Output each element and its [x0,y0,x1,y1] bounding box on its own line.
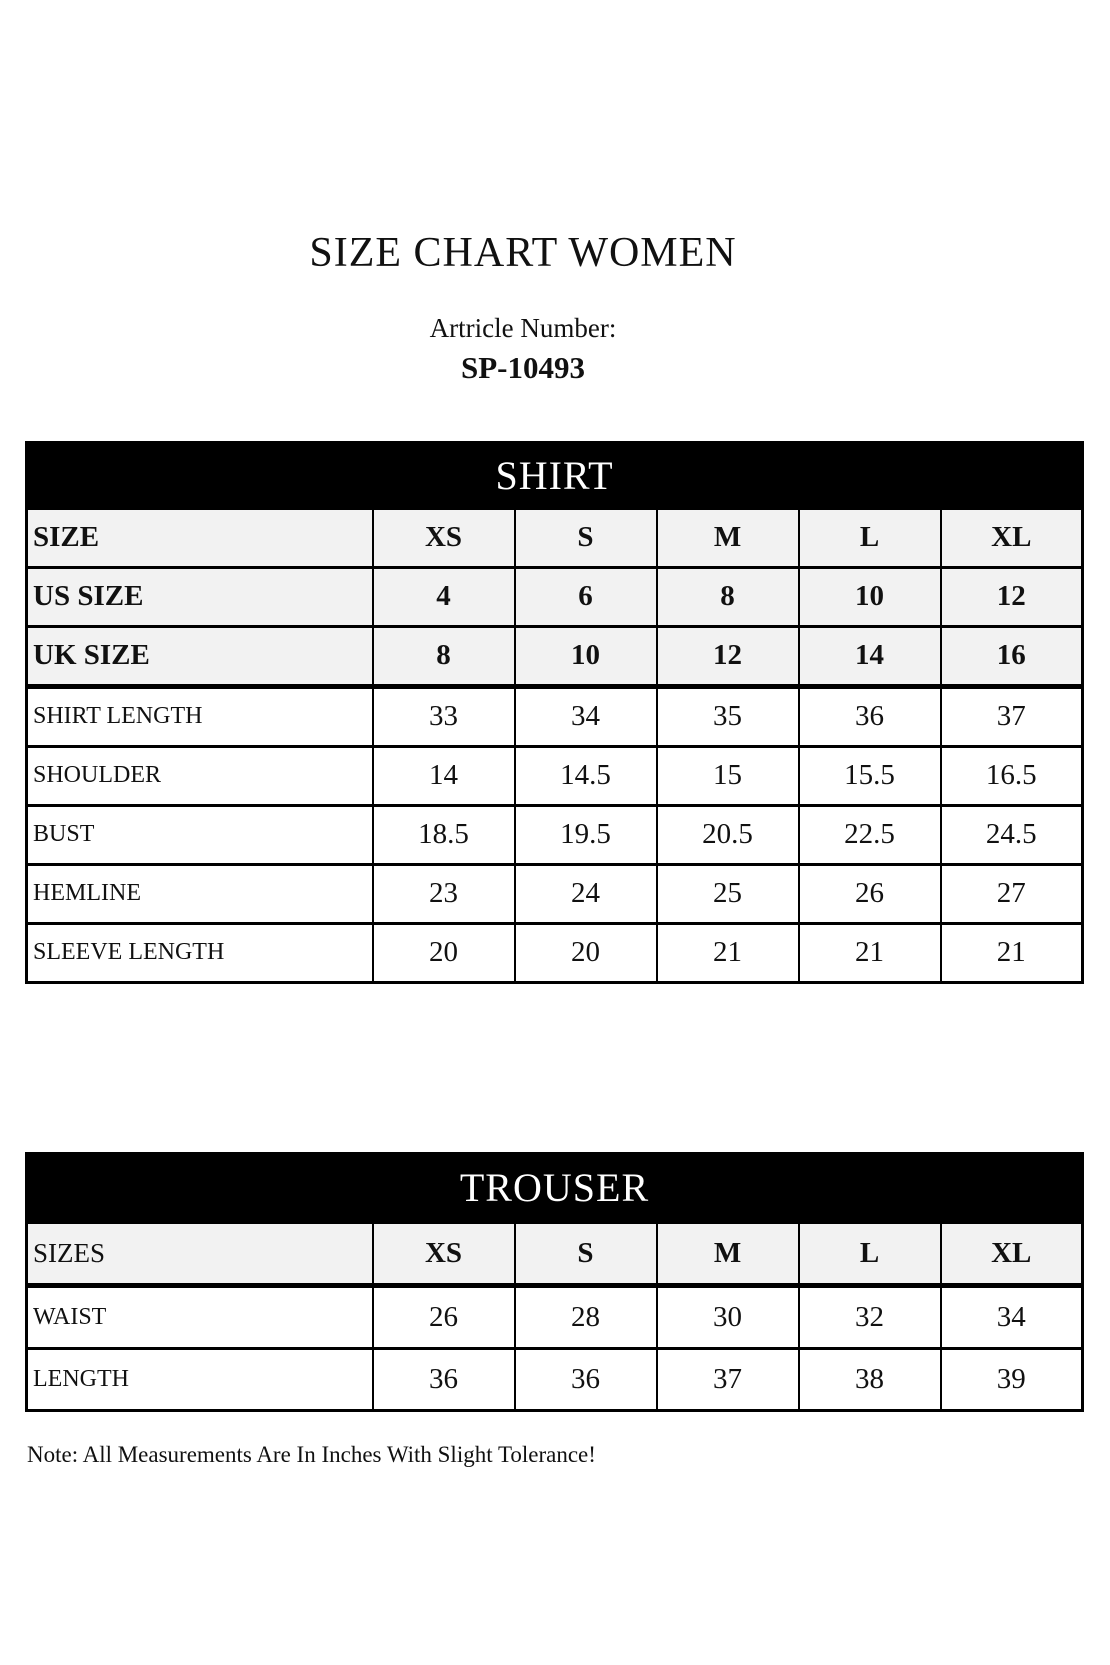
value-cell: 21 [941,923,1083,982]
row-label-cell: US SIZE [27,567,373,626]
value-cell: 20.5 [657,805,799,864]
row-label-cell: SHOULDER [27,746,373,805]
value-cell: 8 [373,626,515,686]
value-cell: XS [373,508,515,567]
value-cell: 25 [657,864,799,923]
value-cell: 21 [799,923,941,982]
value-cell: S [515,508,657,567]
value-cell: 26 [799,864,941,923]
trouser-table-title: TROUSER [27,1153,1083,1222]
value-cell: 30 [657,1285,799,1348]
value-cell: 6 [515,567,657,626]
value-cell: XL [941,508,1083,567]
value-cell: 10 [799,567,941,626]
value-cell: 37 [941,686,1083,746]
row-label-cell: UK SIZE [27,626,373,686]
value-cell: 8 [657,567,799,626]
page-title: SIZE CHART WOMEN [309,230,737,276]
table-row [27,923,1083,982]
row-label-cell: SLEEVE LENGTH [27,923,373,982]
value-cell: 38 [799,1348,941,1410]
article-number-label: Artricle Number: [429,313,617,344]
table-row [27,864,1083,923]
value-cell: 37 [657,1348,799,1410]
row-label-cell: SIZES [27,1222,373,1285]
value-cell: S [515,1222,657,1285]
trouser-size-table [25,1152,1084,1412]
table-row [27,686,1083,746]
trouser-title-band-row [27,1153,1083,1222]
shirt-title-band-row [27,442,1083,508]
value-cell: 16.5 [941,746,1083,805]
value-cell: 12 [941,567,1083,626]
value-cell: 36 [373,1348,515,1410]
value-cell: 15 [657,746,799,805]
value-cell: 14 [799,626,941,686]
row-label-cell: WAIST [27,1285,373,1348]
value-cell: 22.5 [799,805,941,864]
table-row [27,1222,1083,1285]
value-cell: L [799,508,941,567]
value-cell: 35 [657,686,799,746]
row-label-cell: SHIRT LENGTH [27,686,373,746]
shirt-size-table [25,441,1084,984]
value-cell: 34 [515,686,657,746]
table-row [27,1285,1083,1348]
value-cell: 4 [373,567,515,626]
value-cell: 36 [515,1348,657,1410]
value-cell: 10 [515,626,657,686]
article-number-value: SP-10493 [461,349,585,385]
value-cell: M [657,508,799,567]
value-cell: 15.5 [799,746,941,805]
value-cell: 18.5 [373,805,515,864]
value-cell: 14.5 [515,746,657,805]
value-cell: 39 [941,1348,1083,1410]
row-label-cell: LENGTH [27,1348,373,1410]
shirt-table-title: SHIRT [27,442,1083,508]
table-row [27,626,1083,686]
value-cell: 32 [799,1285,941,1348]
value-cell: 33 [373,686,515,746]
value-cell: XS [373,1222,515,1285]
row-label-cell: BUST [27,805,373,864]
heading-block [0,0,1046,386]
table-row [27,508,1083,567]
value-cell: 27 [941,864,1083,923]
value-cell: 16 [941,626,1083,686]
value-cell: 24 [515,864,657,923]
value-cell: XL [941,1222,1083,1285]
row-label-cell: SIZE [27,508,373,567]
value-cell: 20 [373,923,515,982]
value-cell: 12 [657,626,799,686]
value-cell: 23 [373,864,515,923]
value-cell: 20 [515,923,657,982]
table-row [27,746,1083,805]
row-label-cell: HEMLINE [27,864,373,923]
value-cell: 36 [799,686,941,746]
value-cell: 28 [515,1285,657,1348]
table-row [27,567,1083,626]
value-cell: 26 [373,1285,515,1348]
value-cell: 14 [373,746,515,805]
measurements-note: Note: All Measurements Are In Inches With Slight Tolerance! [27,1441,596,1467]
table-row [27,805,1083,864]
value-cell: 21 [657,923,799,982]
value-cell: 34 [941,1285,1083,1348]
value-cell: 24.5 [941,805,1083,864]
value-cell: L [799,1222,941,1285]
value-cell: M [657,1222,799,1285]
table-row [27,1348,1083,1410]
value-cell: 19.5 [515,805,657,864]
